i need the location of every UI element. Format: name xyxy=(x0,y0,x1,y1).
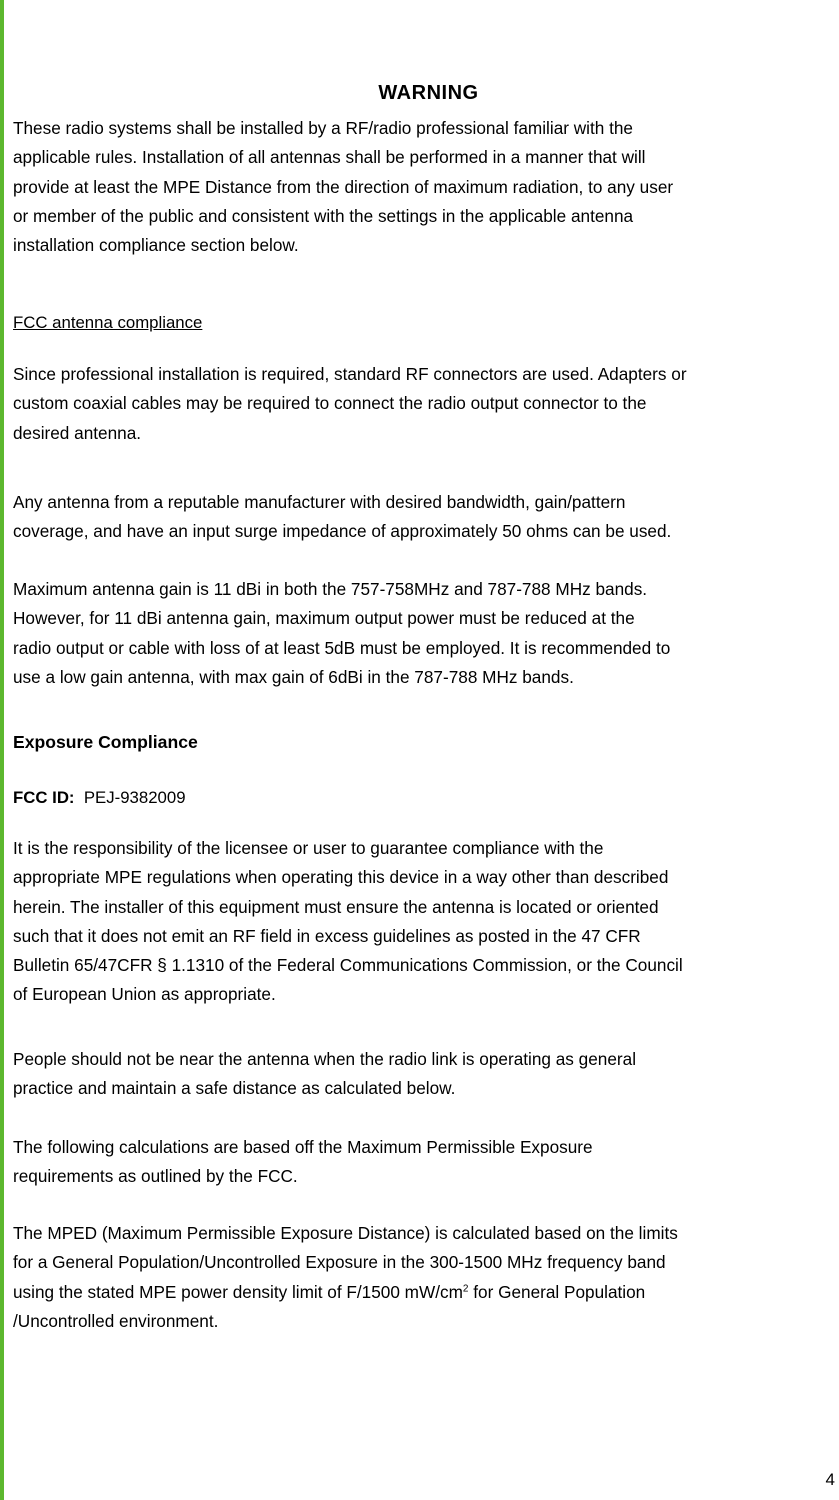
text-line: The following calculations are based off the Maximum Permissible Exposure xyxy=(13,1137,593,1157)
fcc-id-label: FCC ID: xyxy=(13,788,75,807)
text-fragment: for General Population xyxy=(468,1281,646,1302)
text-line: such that it does not emit an RF field in excess guidelines as posted in the 47 CFR xyxy=(13,925,641,946)
text-line: herein. The installer of this equipment must ensure the antenna is located or oriented xyxy=(13,896,659,917)
warning-paragraph xyxy=(13,114,837,260)
text-line: radio output or cable with loss of at least 5dB must be employed. It is recommended to xyxy=(13,637,671,658)
mped-paragraph xyxy=(13,1219,837,1336)
gain-paragraph xyxy=(13,575,837,692)
fcc-id-value: PEJ-9382009 xyxy=(83,788,186,807)
text-line: People should not be near the antenna when the radio link is operating as general xyxy=(13,1049,637,1069)
connectors-paragraph xyxy=(13,360,837,448)
text-line: of European Union as appropriate. xyxy=(13,984,276,1005)
text-line: However, for 11 dBi antenna gain, maximum output power must be reduced at the xyxy=(13,608,635,629)
text-line: practice and maintain a safe distance as calculated below. xyxy=(13,1078,456,1099)
page-number: 4 xyxy=(825,1470,835,1489)
text-line: Any antenna from a reputable manufacturer with desired bandwidth, gain/pattern xyxy=(13,492,626,512)
text-line: appropriate MPE regulations when operating this device in a way other than described xyxy=(13,867,669,888)
text-line: The MPED (Maximum Permissible Exposure Distance) is calculated based on the limits xyxy=(13,1223,678,1243)
exposure-compliance-heading: Exposure Compliance xyxy=(13,732,198,752)
text-line: /Uncontrolled environment. xyxy=(13,1310,219,1331)
text-line xyxy=(13,1278,837,1307)
superscript: 2 xyxy=(462,1282,469,1294)
text-line: desired antenna. xyxy=(13,422,142,443)
people-paragraph xyxy=(13,1045,837,1104)
fcc-id-line xyxy=(13,785,186,811)
text-line: coverage, and have an input surge impedance of approximately 50 ohms can be used. xyxy=(13,521,672,542)
text-line: custom coaxial cables may be required to connect the radio output connector to the xyxy=(13,393,647,414)
text-line: applicable rules. Installation of all antennas shall be performed in a manner that will xyxy=(13,147,646,168)
text-fragment: using the stated MPE power density limit of F/1500 mW/cm xyxy=(13,1281,463,1302)
text-line: Since professional installation is required, standard RF connectors are used. Adapters or xyxy=(13,364,687,384)
text-line: Bulletin 65/47CFR § 1.1310 of the Federal Communications Commission, or the Council xyxy=(13,955,683,976)
responsibility-paragraph xyxy=(13,834,837,1010)
text-line: Maximum antenna gain is 11 dBi in both the 757-758MHz and 787-788 MHz bands. xyxy=(13,579,648,599)
antenna-paragraph xyxy=(13,488,837,547)
warning-title: WARNING xyxy=(378,82,479,104)
text-line: use a low gain antenna, with max gain of 6dBi in the 787-788 MHz bands. xyxy=(13,666,574,687)
text-line: These radio systems shall be installed by a RF/radio professional familiar with the xyxy=(13,118,633,138)
text-line: installation compliance section below. xyxy=(13,235,299,256)
calculations-paragraph xyxy=(13,1133,837,1192)
text-line: or member of the public and consistent with the settings in the applicable antenna xyxy=(13,205,634,226)
text-line: for a General Population/Uncontrolled Exposure in the 300-1500 MHz frequency band xyxy=(13,1252,666,1273)
text-line: It is the responsibility of the licensee or user to guarantee compliance with the xyxy=(13,838,604,858)
text-line: requirements as outlined by the FCC. xyxy=(13,1166,298,1187)
fcc-antenna-compliance-heading: FCC antenna compliance xyxy=(13,313,203,332)
left-margin-rule xyxy=(0,0,4,1500)
text-line: provide at least the MPE Distance from the direction of maximum radiation, to any user xyxy=(13,176,674,197)
